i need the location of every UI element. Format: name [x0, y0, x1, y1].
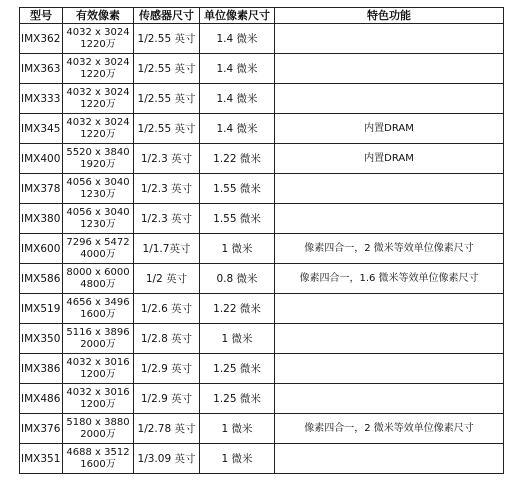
pixel-megapixels: 1200万: [80, 398, 116, 410]
pixel-megapixels: 4800万: [80, 278, 116, 290]
cell-effective-pixels: [63, 24, 134, 54]
pixel-resolution: 4032 x 3024: [66, 56, 130, 68]
pixel-resolution: 5180 x 3880: [66, 416, 130, 428]
cell-pixel-size: 1.22 微米: [200, 144, 275, 174]
cell-sensor-size: 1/2 英寸: [134, 264, 200, 294]
cell-model: IMX400: [20, 144, 63, 174]
table-row: [20, 144, 504, 174]
cell-model: IMX351: [20, 444, 63, 474]
pixel-resolution: 5520 x 3840: [66, 146, 130, 158]
cell-pixel-size: 1.4 微米: [200, 24, 275, 54]
cell-pixel-size: 1 微米: [200, 234, 275, 264]
cell-model: IMX363: [20, 54, 63, 84]
pixel-resolution: 4656 x 3496: [66, 296, 130, 308]
pixel-megapixels: 2000万: [80, 428, 116, 440]
cell-pixel-size: 1 微米: [200, 414, 275, 444]
cell-sensor-size: 1/2.55 英寸: [134, 84, 200, 114]
cell-pixel-size: 1.55 微米: [200, 204, 275, 234]
cell-sensor-size: 1/3.09 英寸: [134, 444, 200, 474]
header-features: 特色功能: [275, 8, 504, 24]
pixel-megapixels: 1220万: [80, 68, 116, 80]
table-row: [20, 384, 504, 414]
cell-pixel-size: 1.4 微米: [200, 114, 275, 144]
table-row: [20, 204, 504, 234]
pixel-megapixels: 1230万: [80, 188, 116, 200]
cell-sensor-size: 1/2.6 英寸: [134, 294, 200, 324]
spec-sheet: [19, 7, 504, 474]
cell-model: IMX376: [20, 414, 63, 444]
cell-effective-pixels: [63, 234, 134, 264]
cell-sensor-size: 1/2.3 英寸: [134, 144, 200, 174]
cell-model: IMX333: [20, 84, 63, 114]
cell-pixel-size: 0.8 微米: [200, 264, 275, 294]
cell-model: IMX378: [20, 174, 63, 204]
table-row: [20, 294, 504, 324]
cell-effective-pixels: [63, 354, 134, 384]
pixel-resolution: 5116 x 3896: [66, 326, 130, 338]
cell-feature: [275, 204, 504, 234]
cell-pixel-size: 1.4 微米: [200, 84, 275, 114]
cell-feature: [275, 84, 504, 114]
header-model: 型号: [20, 8, 63, 24]
pixel-megapixels: 1600万: [80, 308, 116, 320]
cell-pixel-size: 1.25 微米: [200, 354, 275, 384]
cell-feature: 像素四合一，2 微米等效单位像素尺寸: [275, 414, 504, 444]
cell-feature: [275, 54, 504, 84]
cell-feature: [275, 384, 504, 414]
table-row: [20, 84, 504, 114]
table-header: [20, 8, 504, 24]
pixel-resolution: 8000 x 6000: [66, 266, 130, 278]
pixel-resolution: 4056 x 3040: [66, 176, 130, 188]
cell-sensor-size: 1/2.9 英寸: [134, 384, 200, 414]
cell-feature: [275, 444, 504, 474]
pixel-megapixels: 1920万: [80, 158, 116, 170]
cell-model: IMX586: [20, 264, 63, 294]
cell-model: IMX519: [20, 294, 63, 324]
pixel-megapixels: 2000万: [80, 338, 116, 350]
pixel-megapixels: 1230万: [80, 218, 116, 230]
cell-feature: 像素四合一，2 微米等效单位像素尺寸: [275, 234, 504, 264]
table-body: [20, 24, 504, 474]
cell-effective-pixels: [63, 294, 134, 324]
pixel-resolution: 4032 x 3016: [66, 356, 130, 368]
pixel-resolution: 4032 x 3024: [66, 86, 130, 98]
cell-pixel-size: 1.55 微米: [200, 174, 275, 204]
cell-feature: [275, 174, 504, 204]
cell-sensor-size: 1/2.8 英寸: [134, 324, 200, 354]
cell-effective-pixels: [63, 54, 134, 84]
header-pixel-size: 单位像素尺寸: [200, 8, 275, 24]
cell-effective-pixels: [63, 444, 134, 474]
table-row: [20, 234, 504, 264]
table-row: [20, 324, 504, 354]
cell-model: IMX600: [20, 234, 63, 264]
header-sensor-size: 传感器尺寸: [134, 8, 200, 24]
cell-sensor-size: 1/2.55 英寸: [134, 114, 200, 144]
table-row: [20, 264, 504, 294]
cell-feature: [275, 294, 504, 324]
cell-feature: [275, 324, 504, 354]
cell-model: IMX350: [20, 324, 63, 354]
cell-sensor-size: 1/2.3 英寸: [134, 174, 200, 204]
pixel-resolution: 4032 x 3016: [66, 386, 130, 398]
cell-model: IMX362: [20, 24, 63, 54]
pixel-megapixels: 1220万: [80, 98, 116, 110]
cell-feature: [275, 24, 504, 54]
pixel-resolution: 4688 x 3512: [66, 446, 130, 458]
cell-pixel-size: 1.22 微米: [200, 294, 275, 324]
table-row: [20, 24, 504, 54]
cell-feature: 内置DRAM: [275, 114, 504, 144]
cell-pixel-size: 1.25 微米: [200, 384, 275, 414]
pixel-megapixels: 1220万: [80, 128, 116, 140]
cell-effective-pixels: [63, 324, 134, 354]
cell-model: IMX486: [20, 384, 63, 414]
cell-model: IMX380: [20, 204, 63, 234]
cell-effective-pixels: [63, 114, 134, 144]
table-row: [20, 354, 504, 384]
pixel-megapixels: 1600万: [80, 458, 116, 470]
cell-feature: 像素四合一，1.6 微米等效单位像素尺寸: [275, 264, 504, 294]
pixel-megapixels: 1220万: [80, 38, 116, 50]
cell-effective-pixels: [63, 204, 134, 234]
cell-sensor-size: 1/2.78 英寸: [134, 414, 200, 444]
cell-effective-pixels: [63, 264, 134, 294]
cell-sensor-size: 1/2.9 英寸: [134, 354, 200, 384]
pixel-megapixels: 4000万: [80, 248, 116, 260]
cell-sensor-size: 1/2.55 英寸: [134, 54, 200, 84]
cell-pixel-size: 1 微米: [200, 324, 275, 354]
cell-sensor-size: 1/2.3 英寸: [134, 204, 200, 234]
cell-effective-pixels: [63, 384, 134, 414]
cell-pixel-size: 1 微米: [200, 444, 275, 474]
cell-effective-pixels: [63, 414, 134, 444]
pixel-resolution: 4056 x 3040: [66, 206, 130, 218]
cell-model: IMX345: [20, 114, 63, 144]
cell-feature: [275, 354, 504, 384]
header-effective-pixels: 有效像素: [63, 8, 134, 24]
table-row: [20, 114, 504, 144]
pixel-resolution: 7296 x 5472: [66, 236, 130, 248]
table-row: [20, 174, 504, 204]
pixel-megapixels: 1200万: [80, 368, 116, 380]
cell-effective-pixels: [63, 174, 134, 204]
table-row: [20, 54, 504, 84]
cell-sensor-size: 1/2.55 英寸: [134, 24, 200, 54]
sensor-spec-table: [19, 7, 504, 474]
cell-feature: 内置DRAM: [275, 144, 504, 174]
table-row: [20, 444, 504, 474]
cell-pixel-size: 1.4 微米: [200, 54, 275, 84]
cell-effective-pixels: [63, 84, 134, 114]
cell-effective-pixels: [63, 144, 134, 174]
cell-sensor-size: 1/1.7英寸: [134, 234, 200, 264]
table-row: [20, 414, 504, 444]
pixel-resolution: 4032 x 3024: [66, 116, 130, 128]
pixel-resolution: 4032 x 3024: [66, 26, 130, 38]
header-row: [20, 8, 504, 24]
cell-model: IMX386: [20, 354, 63, 384]
